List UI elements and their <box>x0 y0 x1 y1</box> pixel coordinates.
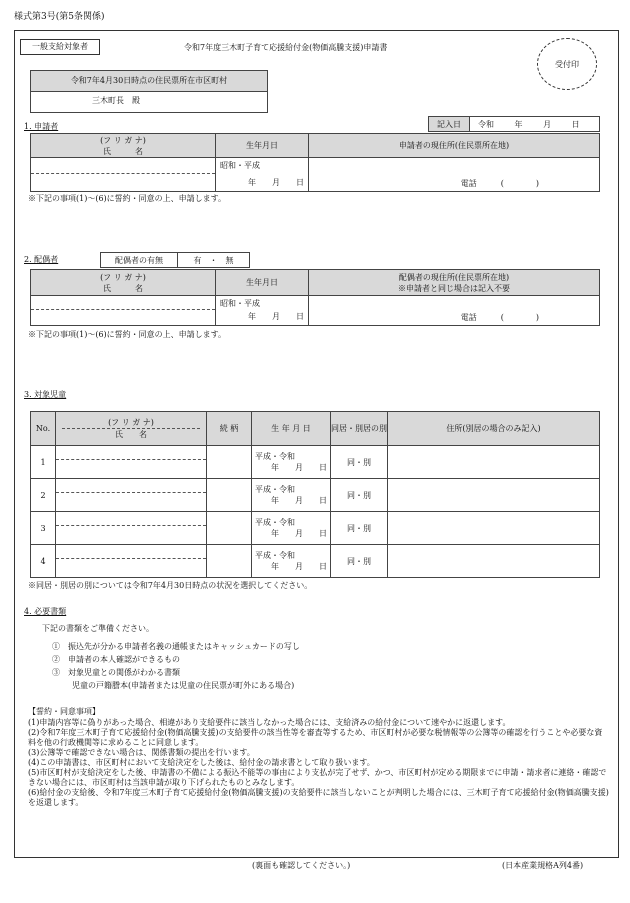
child-name-field[interactable] <box>56 492 206 510</box>
reception-stamp <box>537 38 597 90</box>
child-address-field[interactable] <box>388 479 600 512</box>
pledge-item: (1)申請内容等に偽りがあった場合、相違があり支給要件に該当しなかった場合には、支給済みの給付金について速やかに返還します。 <box>28 718 511 727</box>
pledge-item: (5)市区町村が支給決定をした後、申請書の不備による振込不能等の事由により支払が完了せず、かつ、市区町村が定める期限までに申請・請求者に連絡・確認できない場合には、市区町村は当該申請が取り下げられたものとみなします。 <box>28 768 607 787</box>
spouse-birth-label: 生年月日 <box>216 270 309 296</box>
children-birth-header: 生 年 月 日 <box>252 412 331 446</box>
child-name-field[interactable] <box>56 525 206 543</box>
child-relation-field[interactable] <box>207 479 252 512</box>
child-address-field[interactable] <box>388 545 600 578</box>
section-spouse: 2. 配偶者 <box>24 255 59 264</box>
entry-day[interactable]: 日 <box>571 119 580 129</box>
spouse-era[interactable]: 昭和・平成 <box>220 299 260 308</box>
applicant-table <box>30 133 600 192</box>
child-no: 3 <box>31 512 56 545</box>
children-name-header: 氏 名 <box>62 428 200 440</box>
pledge-item: (2)令和7年度三木町子育て応援給付金(物価高騰支援)の支給要件の該当性等を審査等するため、市区町村が必要な税情報等の公簿等の確認を行うことや必要な資料を他の行政機関等に求めることに同意します。 <box>28 728 603 747</box>
children-note: ※同居・別居の別については令和7年4月30日時点の状況を選択してください。 <box>28 581 313 590</box>
child-birthdate[interactable]: 年 月 日 <box>271 562 327 571</box>
applicant-name-label: 氏 名 <box>103 146 143 156</box>
spouse-furigana-label: (フ リ ガ ナ) <box>100 272 146 282</box>
child-relation-field[interactable] <box>207 446 252 479</box>
child-row <box>31 446 600 479</box>
pledge-item: (4)この申請書は、市区町村において支給決定をした後は、給付金の請求書として取り扱います。 <box>28 758 375 767</box>
document-item: ① 振込先が分かる申請者名義の通帳またはキャッシュカードの写し <box>52 642 300 651</box>
children-living-header: 同居・別居の別 <box>331 412 388 446</box>
child-era[interactable]: 平成・令和 <box>255 452 295 461</box>
applicant-furigana-field[interactable] <box>31 158 215 173</box>
child-living[interactable]: 同・別 <box>331 512 388 545</box>
form-title: 令和7年度三木町子育て応援給付金(物価高騰支援)申請書 <box>184 43 388 52</box>
child-no: 1 <box>31 446 56 479</box>
spouse-note: ※下記の事項(1)～(6)に誓約・同意の上、申請します。 <box>28 330 227 339</box>
children-furigana-header: (フ リ ガ ナ) <box>108 418 154 427</box>
spouse-birthdate[interactable]: 年 月 日 <box>248 312 304 321</box>
child-furigana-field[interactable] <box>56 512 206 525</box>
spouse-address-label: 配偶者の現住所(住民票所在地) <box>398 272 510 282</box>
child-no: 4 <box>31 545 56 578</box>
stamp-label: 受付印 <box>555 59 579 69</box>
section-documents: 4. 必要書類 <box>24 607 67 616</box>
child-no: 2 <box>31 479 56 512</box>
child-furigana-field[interactable] <box>56 446 206 459</box>
children-address-header: 住所(別居の場合のみ記入) <box>388 412 600 446</box>
children-no-header: No. <box>31 412 56 446</box>
applicant-name-field[interactable] <box>31 173 215 191</box>
document-item: ② 申請者の本人確認ができるもの <box>52 655 180 664</box>
spouse-presence <box>100 252 250 268</box>
applicant-era[interactable]: 昭和・平成 <box>220 161 260 170</box>
spouse-address-note: ※申請者と同じ場合は記入不要 <box>398 283 510 293</box>
applicant-birth-label: 生年月日 <box>216 134 309 158</box>
child-birthdate[interactable]: 年 月 日 <box>271 496 327 505</box>
spouse-presence-label: 配偶者の有無 <box>101 253 178 268</box>
spouse-table <box>30 269 600 326</box>
child-address-field[interactable] <box>388 512 600 545</box>
entry-date-label: 記入日 <box>429 117 470 132</box>
pledge-item: (6)給付金の支給後、令和7年度三木町子育て応援給付金(物価高騰支援)の支給要件に該当しないことが判明した場合には、三木町子育て応援給付金(物価高騰支援)を返還します。 <box>28 788 609 807</box>
child-furigana-field[interactable] <box>56 479 206 492</box>
applicant-birthdate[interactable]: 年 月 日 <box>248 178 304 187</box>
entry-era[interactable]: 令和 <box>478 119 494 129</box>
child-era[interactable]: 平成・令和 <box>255 485 295 494</box>
child-living[interactable]: 同・別 <box>331 446 388 479</box>
child-birthdate[interactable]: 年 月 日 <box>271 463 327 472</box>
child-row <box>31 545 600 578</box>
entry-date <box>428 116 600 132</box>
child-living[interactable]: 同・別 <box>331 545 388 578</box>
applicant-address-label: 申請者の現住所(住民票所在地) <box>309 134 600 158</box>
spouse-presence-value[interactable]: 有 ・ 無 <box>178 253 250 268</box>
applicant-furigana-label: (フ リ ガ ナ) <box>100 135 146 145</box>
child-birthdate[interactable]: 年 月 日 <box>271 529 327 538</box>
section-applicant: 1. 申請者 <box>24 122 59 131</box>
spouse-phone[interactable]: 電話 ( ) <box>460 313 539 322</box>
spouse-name-label: 氏 名 <box>103 283 143 293</box>
child-name-field[interactable] <box>56 459 206 477</box>
child-row <box>31 479 600 512</box>
residence-label: 令和7年4月30日時点の住民票所在市区町村 <box>30 70 268 92</box>
pledge-list <box>28 718 610 808</box>
child-era[interactable]: 平成・令和 <box>255 551 295 560</box>
target-box: 一般支給対象者 <box>20 39 100 55</box>
child-living[interactable]: 同・別 <box>331 479 388 512</box>
document-item: ③ 対象児童との関係がわかる書類 <box>52 668 180 677</box>
applicant-note: ※下記の事項(1)～(6)に誓約・同意の上、申請します。 <box>28 194 227 203</box>
applicant-phone[interactable]: 電話 ( ) <box>460 179 539 188</box>
child-relation-field[interactable] <box>207 512 252 545</box>
form-number: 様式第3号(第5条関係) <box>14 12 105 22</box>
documents-intro: 下記の書類をご準備ください。 <box>42 624 154 633</box>
spouse-furigana-field[interactable] <box>31 296 215 309</box>
child-name-field[interactable] <box>56 558 206 576</box>
entry-month[interactable]: 月 <box>543 119 552 129</box>
child-row <box>31 512 600 545</box>
section-children: 3. 対象児童 <box>24 390 67 399</box>
child-era[interactable]: 平成・令和 <box>255 518 295 527</box>
footer-back-note: (裏面も確認してください。) <box>252 861 351 870</box>
children-table <box>30 411 600 578</box>
child-address-field[interactable] <box>388 446 600 479</box>
pledge-item: (3)公簿等で確認できない場合は、関係書類の提出を行います。 <box>28 748 255 757</box>
entry-year[interactable]: 年 <box>514 119 523 129</box>
mayor-address: 三木町長 殿 <box>92 96 140 105</box>
pledge-title: 【誓約・同意事項】 <box>28 707 100 716</box>
child-furigana-field[interactable] <box>56 545 206 558</box>
child-relation-field[interactable] <box>207 545 252 578</box>
spouse-name-field[interactable] <box>31 309 215 325</box>
children-relation-header: 続 柄 <box>207 412 252 446</box>
footer-paper-size: (日本産業規格A列4番) <box>502 861 584 870</box>
document-sub: 児童の戸籍謄本(申請者または児童の住民票が町外にある場合) <box>72 681 295 690</box>
